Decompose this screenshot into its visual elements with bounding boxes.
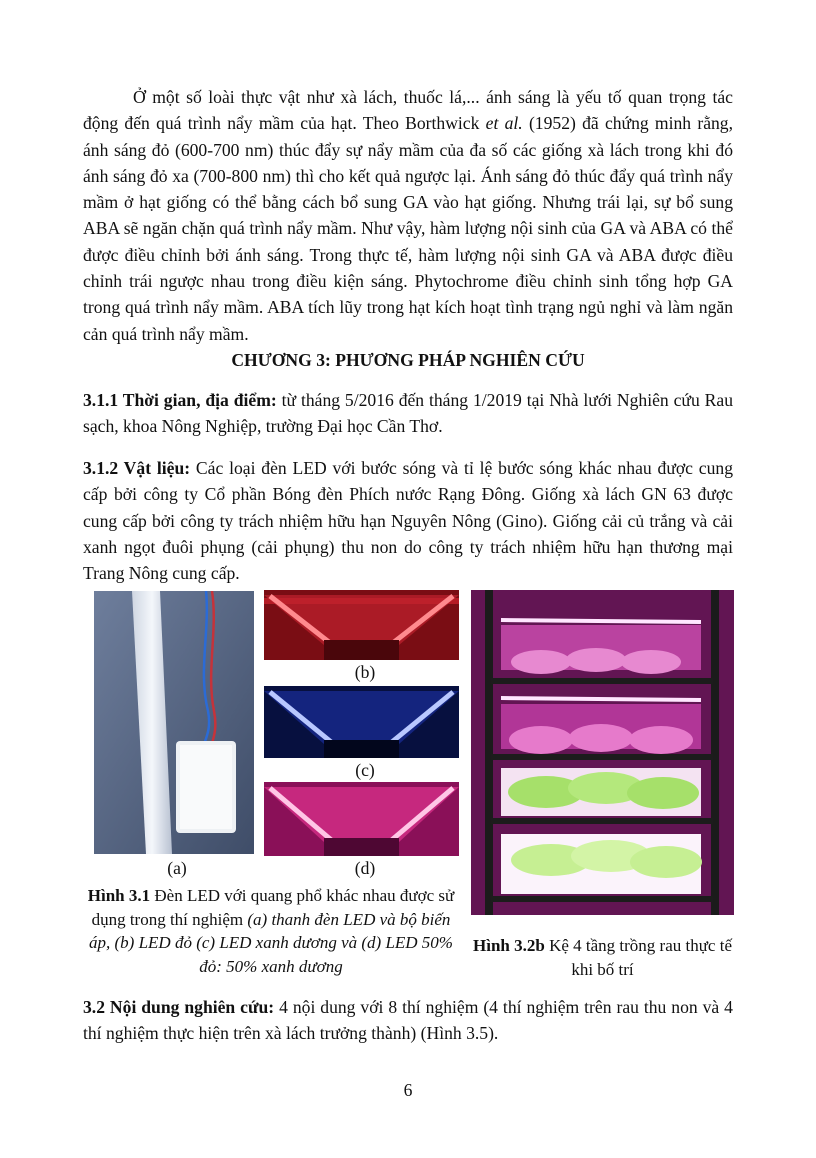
figure-3-2b-photo — [471, 590, 734, 915]
chapter-title: CHƯƠNG 3: PHƯƠNG PHÁP NGHIÊN CỨU — [231, 350, 585, 370]
section-3-1-2: 3.1.2 Vật liệu: Các loại đèn LED với bước sóng và tỉ lệ bước sóng khác nhau được cung cấp bởi công ty Cổ phần Bóng đèn Phích nước Rạng Đông. Giống xà lách GN 63 được cung cấp bởi công ty trách nhiệm hữu hạn Nguyên Nông (Gino). Giống cải củ trắng và cải xanh ngọt đuôi phụng (cải phụng) thu non do công ty trách nhiệm hữu hạn thương mại Trang Nông cung cấp. — [83, 458, 733, 584]
figure-3-2b-caption: Hình 3.2b Kệ 4 tầng trồng rau thực tế khi bố trí — [473, 936, 732, 979]
section-3-2: 3.2 Nội dung nghiên cứu: 4 nội dung với 8 thí nghiệm (4 thí nghiệm trên rau thu non và 4 thí nghiệm thực hiện trên xà lách trưởng thành) (Hình 3.5). — [83, 997, 733, 1044]
figure-3-1-caption: Hình 3.1 Đèn LED với quang phổ khác nhau được sử dụng trong thí nghiệm (a) thanh đèn LED và bộ biến áp, (b) LED đỏ (c) LED xanh dương và (d) LED 50% đỏ: 50% xanh dương — [87, 886, 455, 976]
figure-3-1-b-photo — [264, 590, 459, 660]
figure-3-1-c-photo — [264, 686, 459, 758]
section-3-1-2-label: 3.1.2 Vật liệu: — [83, 458, 191, 478]
intro-paragraph: Ở một số loài thực vật như xà lách, thuốc lá,... ánh sáng là yếu tố quan trọng tác động đến quá trình nẩy mầm của hạt. Theo Borthwick et al. (1952) đã chứng minh rằng, ánh sáng đỏ (600-700 nm) thúc đẩy sự nẩy mầm của đa số các giống xà lách trong khi đó ánh sáng đỏ xa (700-800 nm) thì cho kết quả ngược lại. Ánh sáng đỏ thúc đẩy quá trình nẩy mầm ở hạt giống có thể bằng cách bổ sung GA vào hạt giống. Nhưng trái lại, sự bổ sung ABA sẽ ngăn chặn quá trình nẩy mầm. Như vậy, hàm lượng nội sinh của GA và ABA có thể được điều chỉnh bởi ánh sáng. Trong thực tế, hàm lượng nội sinh GA và ABA được điều chỉnh trái ngược nhau trong điều kiện sáng. Phytochrome điều chỉnh sinh tổng hợp GA trong quá trình nẩy mầm. ABA tích lũy trong hạt kích hoạt tình trạng ngủ nghỉ và làm ngăn cản quá trình nẩy mầm. — [83, 87, 733, 344]
figure-label-a: (a) — [167, 858, 187, 878]
page-number: 6 — [403, 1080, 413, 1100]
section-3-2-label: 3.2 Nội dung nghiên cứu: — [83, 997, 275, 1017]
figure-label-c: (c) — [355, 760, 375, 780]
section-3-1-1-label: 3.1.1 Thời gian, địa điểm: — [83, 390, 277, 410]
figure-label-b: (b) — [354, 662, 376, 682]
section-3-1-1: 3.1.1 Thời gian, địa điểm: từ tháng 5/2016 đến tháng 1/2019 tại Nhà lưới Nghiên cứu Rau sạch, khoa Nông Nghiệp, trường Đại học Cần Thơ. — [83, 390, 733, 437]
et-al: et al. — [485, 113, 523, 134]
figure-3-1-a-photo — [94, 591, 254, 854]
figure-label-d: (d) — [354, 858, 376, 878]
figure-3-1-d-photo — [264, 782, 459, 856]
